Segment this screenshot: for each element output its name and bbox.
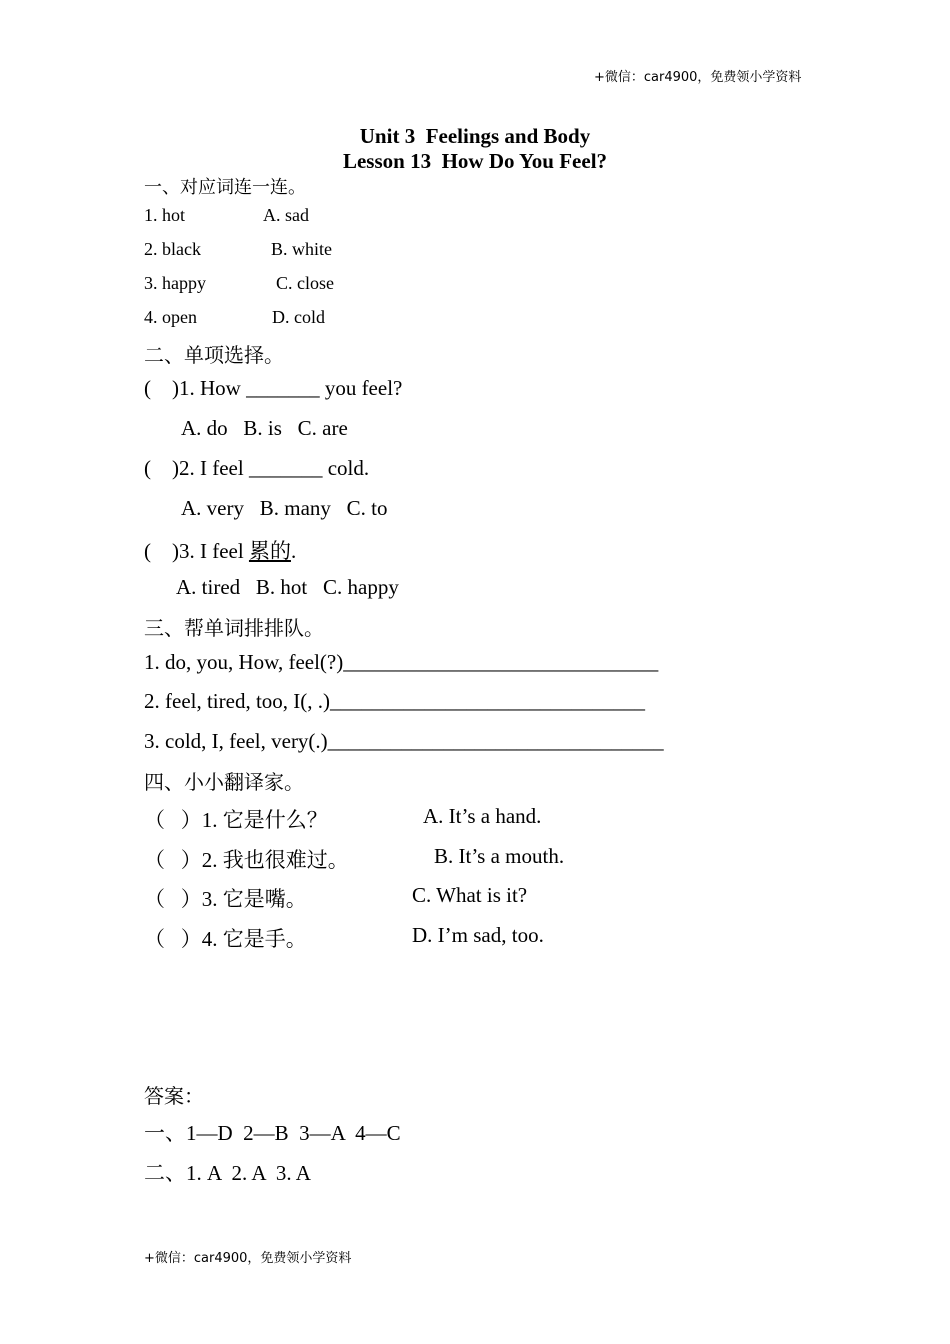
watermark-top: +微信：car4900，免费领小学资料 bbox=[594, 70, 802, 85]
part2-q3-stem-prefix: ( )3. I feel bbox=[144, 539, 249, 563]
part3-item-1: 1. do, you, How, feel(?)______________________________ bbox=[144, 650, 659, 674]
part4-left-3: （ ）3. 它是嘴。 bbox=[144, 887, 307, 911]
part2-q3-stem-suffix: . bbox=[290, 539, 297, 563]
part4-right-1: A. It’s a hand. bbox=[423, 804, 542, 828]
part2-q2-options: A. very B. many C. to bbox=[181, 496, 388, 520]
part3-heading: 三、帮单词排排队。 bbox=[144, 618, 324, 640]
part4-left-4: （ ）4. 它是手。 bbox=[144, 927, 307, 951]
part4-heading: 四、小小翻译家。 bbox=[144, 772, 304, 794]
part1-heading: 一、对应词连一连。 bbox=[144, 177, 306, 197]
unit-title: Unit 3 Feelings and Body bbox=[359, 124, 591, 148]
part1-right-2: B. white bbox=[271, 239, 332, 259]
part2-q3-options: A. tired B. hot C. happy bbox=[176, 575, 399, 599]
lesson-title: Lesson 13 How Do You Feel? bbox=[342, 149, 608, 173]
part1-left-3: 3. happy bbox=[144, 273, 206, 293]
part2-q2-stem: ( )2. I feel _______ cold. bbox=[144, 456, 370, 480]
part1-right-1: A. sad bbox=[263, 205, 309, 225]
answers-line-1: 一、1—D 2—B 3—A 4—C bbox=[144, 1121, 401, 1145]
part2-heading: 二、单项选择。 bbox=[144, 345, 284, 367]
part1-left-2: 2. black bbox=[144, 239, 201, 259]
part3-item-3: 3. cold, I, feel, very(.)________________________________ bbox=[144, 729, 664, 753]
part4-right-2: B. It’s a mouth. bbox=[434, 844, 565, 868]
part1-right-3: C. close bbox=[276, 273, 334, 293]
part1-left-4: 4. open bbox=[144, 307, 197, 327]
part2-q3-stem-underlined: 累的 bbox=[248, 539, 291, 563]
answers-line-2: 二、1. A 2. A 3. A bbox=[144, 1161, 311, 1185]
part2-q1-stem: ( )1. How _______ you feel? bbox=[144, 376, 403, 400]
part2-q1-options: A. do B. is C. are bbox=[181, 416, 348, 440]
answers-heading: 答案： bbox=[144, 1086, 204, 1108]
part4-left-2: （ ）2. 我也很难过。 bbox=[144, 848, 349, 872]
part1-left-1: 1. hot bbox=[144, 205, 186, 225]
part4-right-4: D. I’m sad, too. bbox=[412, 923, 544, 947]
part3-item-2: 2. feel, tired, too, I(, .)______________________________ bbox=[144, 689, 646, 713]
part4-left-1: （ ）1. 它是什么？ bbox=[144, 808, 328, 832]
part1-right-4: D. cold bbox=[272, 307, 325, 327]
part2-q3-stem bbox=[144, 535, 296, 565]
part4-right-3: C. What is it? bbox=[412, 883, 528, 907]
watermark-bottom: +微信：car4900，免费领小学资料 bbox=[144, 1251, 352, 1266]
